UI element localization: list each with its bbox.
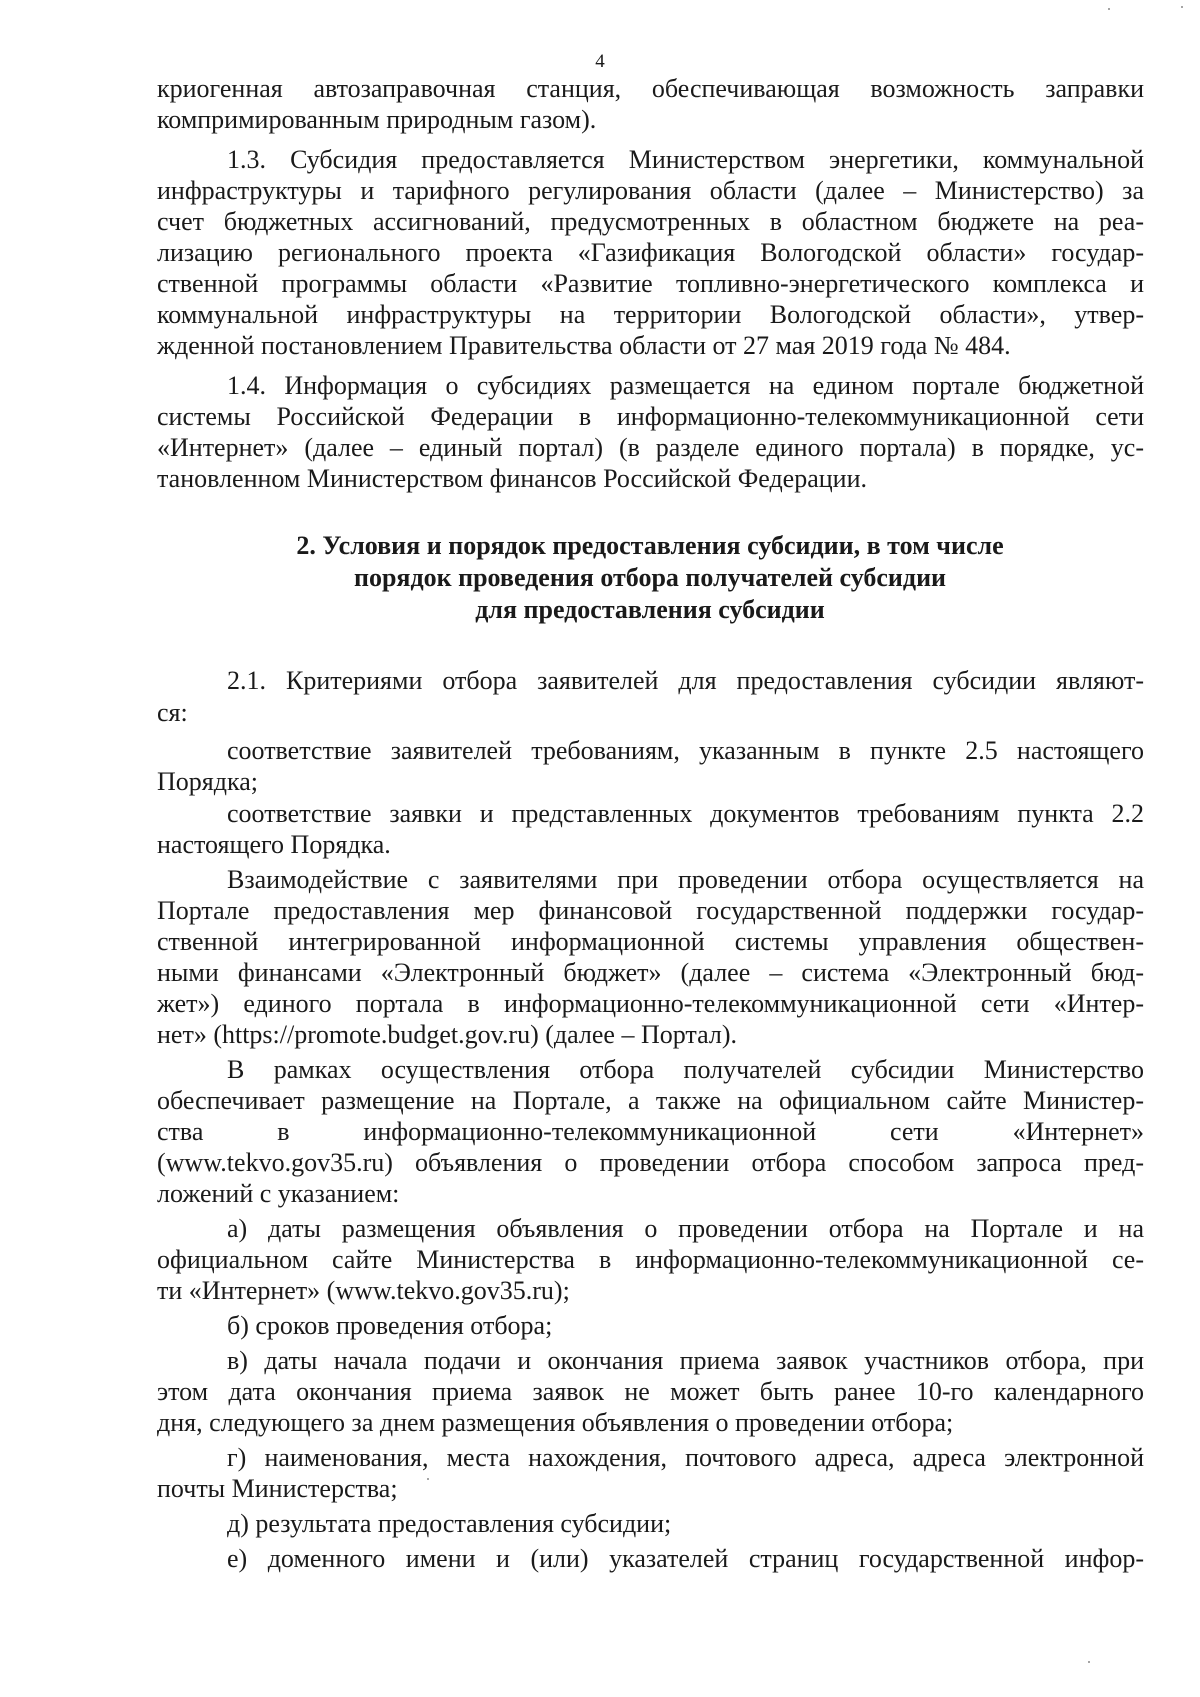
text-line: а) даты размещения объявления о проведении отбора на Портале и на xyxy=(227,1214,1144,1243)
page-number: 4 xyxy=(595,51,605,72)
text-line: 1.3. Субсидия предоставляется Министерством энергетики, коммунальной xyxy=(227,145,1144,174)
section-heading-line-1: 2. Условия и порядок предоставления субсидии, в том числе xyxy=(296,531,1004,560)
text-line: инфраструктуры и тарифного регулирования области (далее – Министерство) за xyxy=(157,176,1144,205)
text-line: В рамках осуществления отбора получателей субсидии Министерство xyxy=(227,1055,1144,1084)
scan-speck xyxy=(427,1478,429,1480)
section-heading-line-2: порядок проведения отбора получателей субсидии xyxy=(353,563,947,592)
scan-speck xyxy=(1181,6,1183,8)
text-line: соответствие заявителей требованиям, указанным в пункте 2.5 настоящего xyxy=(227,736,1144,765)
text-line: жет») единого портала в информационно-телекоммуникационной сети «Интер- xyxy=(157,989,1144,1018)
text-line: почты Министерства; xyxy=(157,1474,398,1503)
text-line: ся: xyxy=(157,698,188,727)
scan-speck xyxy=(1088,1661,1090,1663)
text-line: системы Российской Федерации в информационно-телекоммуникационной сети xyxy=(157,402,1144,431)
text-line: настоящего Порядка. xyxy=(157,830,391,859)
text-line: жденной постановлением Правительства области от 27 мая 2019 года № 484. xyxy=(157,331,1011,360)
text-line: соответствие заявки и представленных документов требованиям пункта 2.2 xyxy=(227,799,1144,828)
text-line: криогенная автозаправочная станция, обеспечивающая возможность заправки xyxy=(157,74,1144,103)
text-line: ственной программы области «Развитие топливно-энергетического комплекса и xyxy=(157,269,1144,298)
text-line: этом дата окончания приема заявок не может быть ранее 10-го календарного xyxy=(157,1377,1144,1406)
text-line: Порядка; xyxy=(157,767,258,796)
text-line: «Интернет» (далее – единый портал) (в разделе единого портала) в порядке, ус- xyxy=(157,433,1144,462)
text-line: ти «Интернет» (www.tekvo.gov35.ru); xyxy=(157,1276,570,1305)
text-line: дня, следующего за днем размещения объявления о проведении отбора; xyxy=(157,1408,954,1437)
text-line: ложений с указанием: xyxy=(157,1179,400,1208)
scan-speck xyxy=(1108,8,1110,10)
text-line: Взаимодействие с заявителями при проведении отбора осуществляется на xyxy=(227,865,1144,894)
text-line: лизацию регионального проекта «Газификация Вологодской области» государ- xyxy=(157,238,1144,267)
text-line: б) сроков проведения отбора; xyxy=(227,1311,553,1340)
text-line: обеспечивает размещение на Портале, а также на официальном сайте Министер- xyxy=(157,1086,1144,1115)
text-line: д) результата предоставления субсидии; xyxy=(227,1509,672,1538)
text-line: 1.4. Информация о субсидиях размещается на едином портале бюджетной xyxy=(227,371,1144,400)
text-line: в) даты начала подачи и окончания приема заявок участников отбора, при xyxy=(227,1346,1144,1375)
text-line: нет» (https://promote.budget.gov.ru) (далее – Портал). xyxy=(157,1020,737,1049)
text-line: ства в информационно-телекоммуникационной сети «Интернет» xyxy=(157,1117,1144,1146)
section-heading-line-3: для предоставления субсидии xyxy=(475,595,825,624)
text-line: счет бюджетных ассигнований, предусмотренных в областном бюджете на реа- xyxy=(157,207,1144,236)
text-line: компримированным природным газом). xyxy=(157,105,597,134)
text-line: е) доменного имени и (или) указателей страниц государственной инфор- xyxy=(227,1544,1144,1573)
text-line: 2.1. Критериями отбора заявителей для предоставления субсидии являют- xyxy=(227,666,1144,695)
text-line: ными финансами «Электронный бюджет» (далее – система «Электронный бюд- xyxy=(157,958,1144,987)
text-line: официальном сайте Министерства в информационно-телекоммуникационной се- xyxy=(157,1245,1144,1274)
text-line: (www.tekvo.gov35.ru) объявления о проведении отбора способом запроса пред- xyxy=(157,1148,1144,1177)
text-line: г) наименования, места нахождения, почтового адреса, адреса электронной xyxy=(227,1443,1144,1472)
text-line: Портале предоставления мер финансовой государственной поддержки государ- xyxy=(157,896,1144,925)
text-line: ственной интегрированной информационной системы управления обществен- xyxy=(157,927,1144,956)
text-line: тановленном Министерством финансов Российской Федерации. xyxy=(157,464,867,493)
text-line: коммунальной инфраструктуры на территории Вологодской области», утвер- xyxy=(157,300,1144,329)
